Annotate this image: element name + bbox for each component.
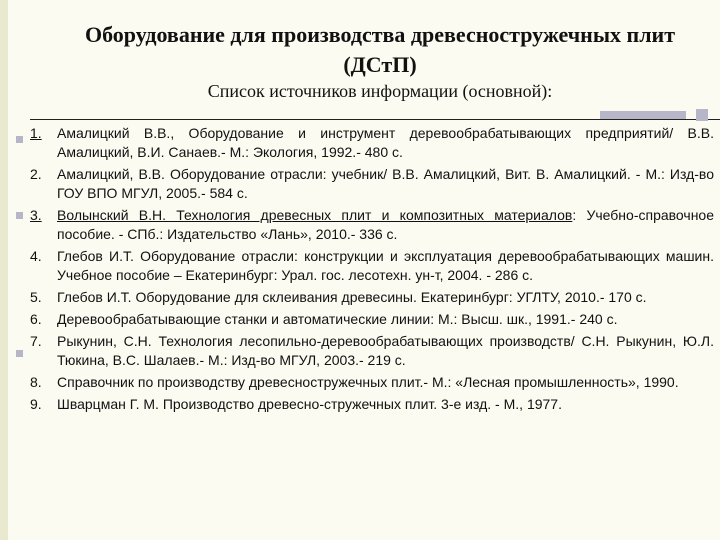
slide-left-bar — [0, 0, 8, 540]
reference-number: 9. — [30, 396, 42, 412]
reference-text: Деревообрабатывающие станки и автоматические линии: М.: Высш. шк., 1991.- 240 с. — [57, 311, 618, 327]
reference-item — [30, 373, 714, 392]
reference-text: : Учебно-справочное пособие. - СПб.: Издательство «Лань», 2010.- 336 с. — [57, 207, 714, 242]
bullet-square — [16, 212, 23, 219]
slide-subtitle: Список источников информации (основной): — [207, 81, 553, 101]
reference-item — [30, 288, 714, 307]
reference-item — [30, 206, 714, 244]
reference-text: Рыкунин, С.Н. Технология лесопильно-деревообрабатывающих производств/ С.Н. Рыкунин, Ю.Л. Тюкина, В.С. Шалаев.- М.: Изд-во МГУЛ, 2003.- 219 с. — [57, 333, 714, 368]
reference-item — [30, 247, 714, 285]
reference-item — [30, 124, 714, 162]
reference-item — [30, 310, 714, 329]
reference-text: Глебов И.Т. Оборудование отрасли: конструкции и эксплуатация деревообрабатывающих машин. Учебное пособие – Екатеринбург: Урал. гос. лесотехн. ун-т, 2004. - 286 с. — [57, 248, 714, 283]
reference-link-text[interactable]: Волынский В.Н. Технология древесных плит и композитных материалов — [57, 207, 573, 223]
reference-number: 5. — [30, 289, 42, 305]
reference-list — [30, 124, 714, 417]
divider-line — [30, 119, 720, 120]
divider-accent — [600, 111, 686, 119]
reference-item — [30, 332, 714, 370]
reference-item — [30, 165, 714, 203]
reference-text: Шварцман Г. М. Производство древесно-стружечных плит. 3-е изд. - М., 1977. — [57, 396, 562, 412]
bullet-square — [16, 136, 23, 143]
reference-number-link[interactable]: 1. — [30, 125, 42, 141]
reference-number: 2. — [30, 166, 42, 182]
reference-text: Амалицкий В.В., Оборудование и инструмент деревообрабатывающих предприятий/ В.В. Амалицкий, В.И. Санаев.- М.: Экология, 1992.- 480 с. — [57, 125, 714, 160]
reference-item — [30, 395, 714, 414]
divider-corner-square — [696, 109, 708, 121]
reference-number: 8. — [30, 374, 42, 390]
reference-text: Амалицкий, В.В. Оборудование отрасли: учебник/ В.В. Амалицкий, Вит. В. Амалицкий. - М.: Изд-во ГОУ ВПО МГУЛ, 2005.- 584 с. — [57, 166, 714, 201]
reference-number: 6. — [30, 311, 42, 327]
bullet-square — [16, 350, 23, 357]
reference-text: Справочник по производству древесностружечных плит.- М.: «Лесная промышленность», 1990. — [57, 374, 679, 390]
reference-number: 7. — [30, 333, 42, 349]
reference-text: Глебов И.Т. Оборудование для склеивания древесины. Екатеринбург: УГЛТУ, 2010.- 170 с. — [57, 289, 647, 305]
reference-number-link[interactable]: 3. — [30, 207, 42, 223]
reference-number: 4. — [30, 248, 42, 264]
slide-title: Оборудование для производства древесностружечных плит (ДСтП) — [84, 22, 676, 77]
